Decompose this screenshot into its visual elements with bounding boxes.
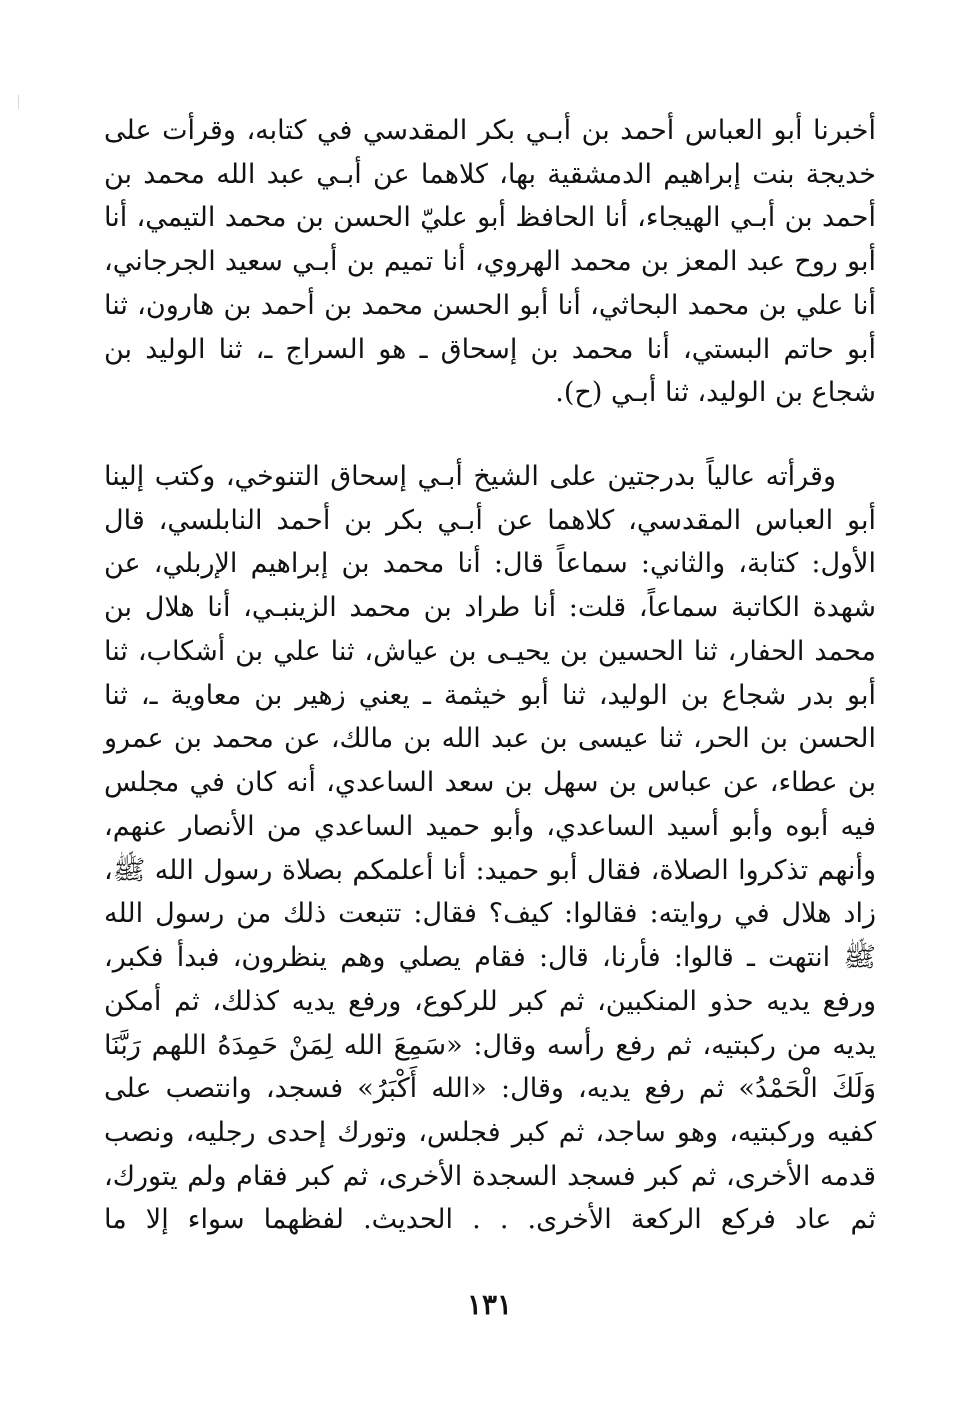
paragraph-2-text: وقرأته عالياً بدرجتين على الشيخ أبـي إسحاق التنوخي، وكتب إلينا أبو العباس المقدسي، كلاهما عن أبـي بكر بن أحمد النابلسي، قال الأول: كتابة، والثاني: سماعاً قال: أنا محمد بن إبراهيم الإربلي، عن شهدة الكاتبة سماعاً، قلت: أنا طراد بن محمد الزينبـي، أنا هلال بن محمد الحفار، ثنا الحسين بن يحيـى بن عياش، ثنا علي بن أشكاب، ثنا أبو بدر شجاع بن الوليد، ثنا أبو خيثمة ـ يعني زهير بن معاوية ـ، ثنا الحسن بن الحر، ثنا عيسى بن عبد الله بن مالك، عن محمد بن عمرو بن عطاء، عن عباس بن سهل بن سعد الساعدي، أنه كان في مجلس فيه أبوه وأبو أسيد الساعدي، وأبو حميد الساعدي من الأنصار عنهم، وأنهم تذكروا الصلاة، فقال أبو حميد: أنا أعلمكم بصلاة رسول الله ﷺ، زاد هلال في روايته: فقالوا: كيف؟ فقال: تتبعت ذلك من رسول الله ﷺ انتهت ـ قالوا: فأرنا، قال: فقام يصلي وهم ينظرون، فبدأ فكبر، ورفع يديه حذو المنكبين، ثم كبر للركوع، ورفع يديه كذلك، ثم أمكن يديه من ركبتيه، ثم رفع رأسه وقال: «سَمِعَ الله لِمَنْ حَمِدَهُ اللهم رَبَّنَا وَلَكَ الْحَمْدُ» ثم رفع يديه، وقال: «الله أَكْبَرُ» فسجد، وانتصب على كفيه وركبتيه، وهو ساجد، ثم كبر فجلس، وتورك إحدى رجليه، ونصب قدمه الأخرى، ثم كبر فسجد السجدة الأخرى، ثم كبر فقام ولم يتورك، ثم عاد فركع الركعة الأخرى. . . الحديث. لفظهما سواء إلا ما [104,461,876,1236]
page-number: ١٣١ [466,1288,513,1321]
scan-edge-mark [18,95,19,109]
paragraph-isnad-1 [104,109,876,415]
paragraph-isnad-2 [104,455,876,1242]
paragraph-1-text: أخبرنا أبو العباس أحمد بن أبـي بكر المقدسي في كتابه، وقرأت على خديجة بنت إبراهيم الدمشقية بها، كلاهما عن أبـي عبد الله محمد بن أحمد بن أبـي الهيجاء، أنا الحافظ أبو عليّ الحسن بن محمد التيمي، أنا أبو روح عبد المعز بن محمد الهروي، أنا تميم بن أبـي سعيد الجرجاني، أنا علي بن محمد البحاثي، أنا أبو الحسن محمد بن أحمد بن هارون، ثنا أبو حاتم البستي، أنا محمد بن إسحاق ـ هو السراج ـ، ثنا الوليد بن شجاع بن الوليد، ثنا أبـي (ح). [104,115,876,409]
